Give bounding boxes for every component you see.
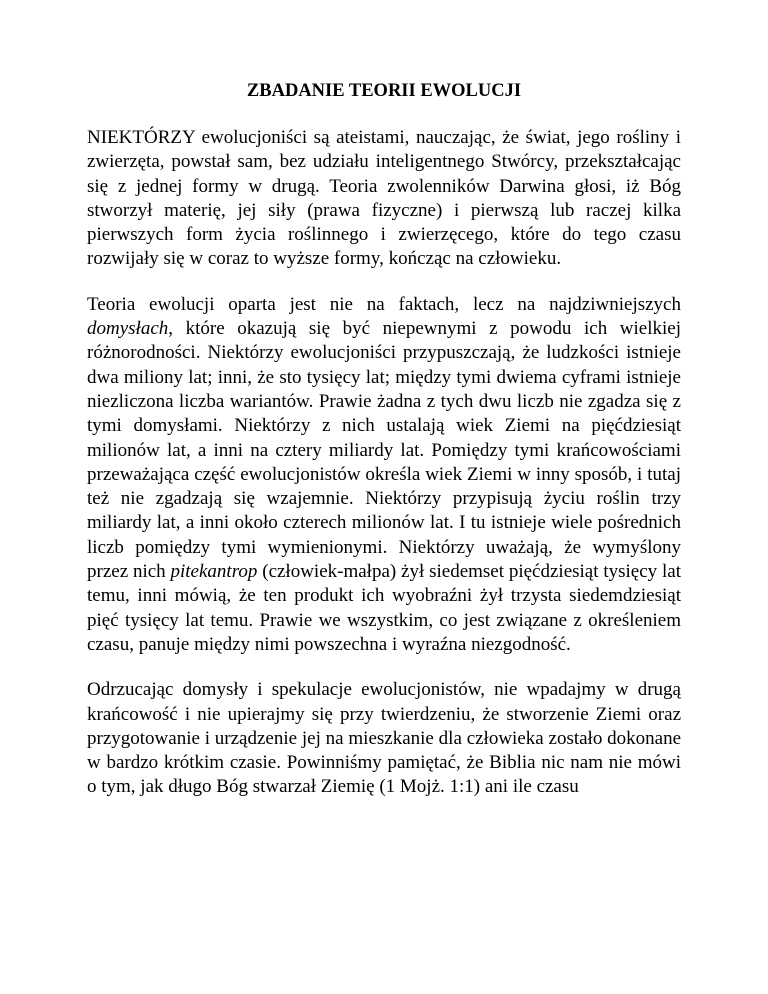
paragraph-text: Teoria ewolucji oparta jest nie na faktach, lecz na najdziwniejszych [87,293,681,315]
paragraph-2 [87,293,681,657]
document-body [87,80,681,800]
paragraph-text: (człowiek-małpa) żył siedemset pięćdziesiąt tysięcy lat temu, inni mówią, że ten produkt ich wyobraźni żył trzysta siedemdziesiąt pięć tysięcy lat temu. Prawie we wszystkim, co jest związane z określeniem czasu, panuje między nimi powszechna i wyraźna niezgodność. [87,561,681,655]
page-title: ZBADANIE TEORII EWOLUCJI [246,81,522,101]
paragraph-text: , które okazują się być niepewnymi z powodu ich wielkiej różnorodności. Niektórzy ewolucjoniści przypuszczają, że ludzkości istnieje dwa miliony lat; inni, że sto tysięcy lat; między tymi dwiema cyframi istnieje niezliczona liczba wariantów. Prawie żadna z tych dwu liczb nie zgadza się z tymi domysłami. Niektórzy z nich ustalają wiek Ziemi na pięćdziesiąt milionów lat, a inni na cztery miliardy lat. Pomiędzy tymi krańcowościami przeważająca część ewolucjonistów określa wiek Ziemi w inny sposób, i tutaj też nie zgadzają się wzajemnie. Niektórzy przypisują życiu roślin trzy miliardy lat, a inni około czterech milionów lat. I tu istnieje wiele pośrednich liczb pomiędzy tymi wymienionymi. Niektórzy uważają, że wymyślony przez nich [87,318,681,583]
italic-term-domyslach: domysłach [87,318,169,340]
paragraph-1 [87,126,681,272]
paragraph-text: NIEKTÓRZY ewolucjoniści są ateistami, nauczając, że świat, jego rośliny i zwierzęta, powstał sam, bez udziału inteligentnego Stwórcy, przekształcając się z jednej formy w drugą. Teoria zwolenników Darwina głosi, iż Bóg stworzył materię, jej siły (prawa fizyczne) i pierwszą lub raczej kilka pierwszych form życia roślinnego i zwierzęcego, które do tego czasu rozwijały się w coraz to wyższe formy, kończąc na człowieku. [87,127,681,270]
italic-term-pitekantrop: pitekantrop [170,561,258,583]
paragraph-text: Odrzucając domysły i spekulacje ewolucjonistów, nie wpadajmy w drugą krańcowość i nie upierajmy się przy twierdzeniu, że stworzenie Ziemi oraz przygotowanie i urządzenie jej na mieszkanie dla człowieka zostało dokonane w bardzo krótkim czasie. Powinniśmy pamiętać, że Biblia nic nam nie mówi o tym, jak długo Bóg stwarzał Ziemię (1 Mojż. 1:1) ani ile czasu [87,679,681,798]
paragraph-3 [87,678,681,799]
